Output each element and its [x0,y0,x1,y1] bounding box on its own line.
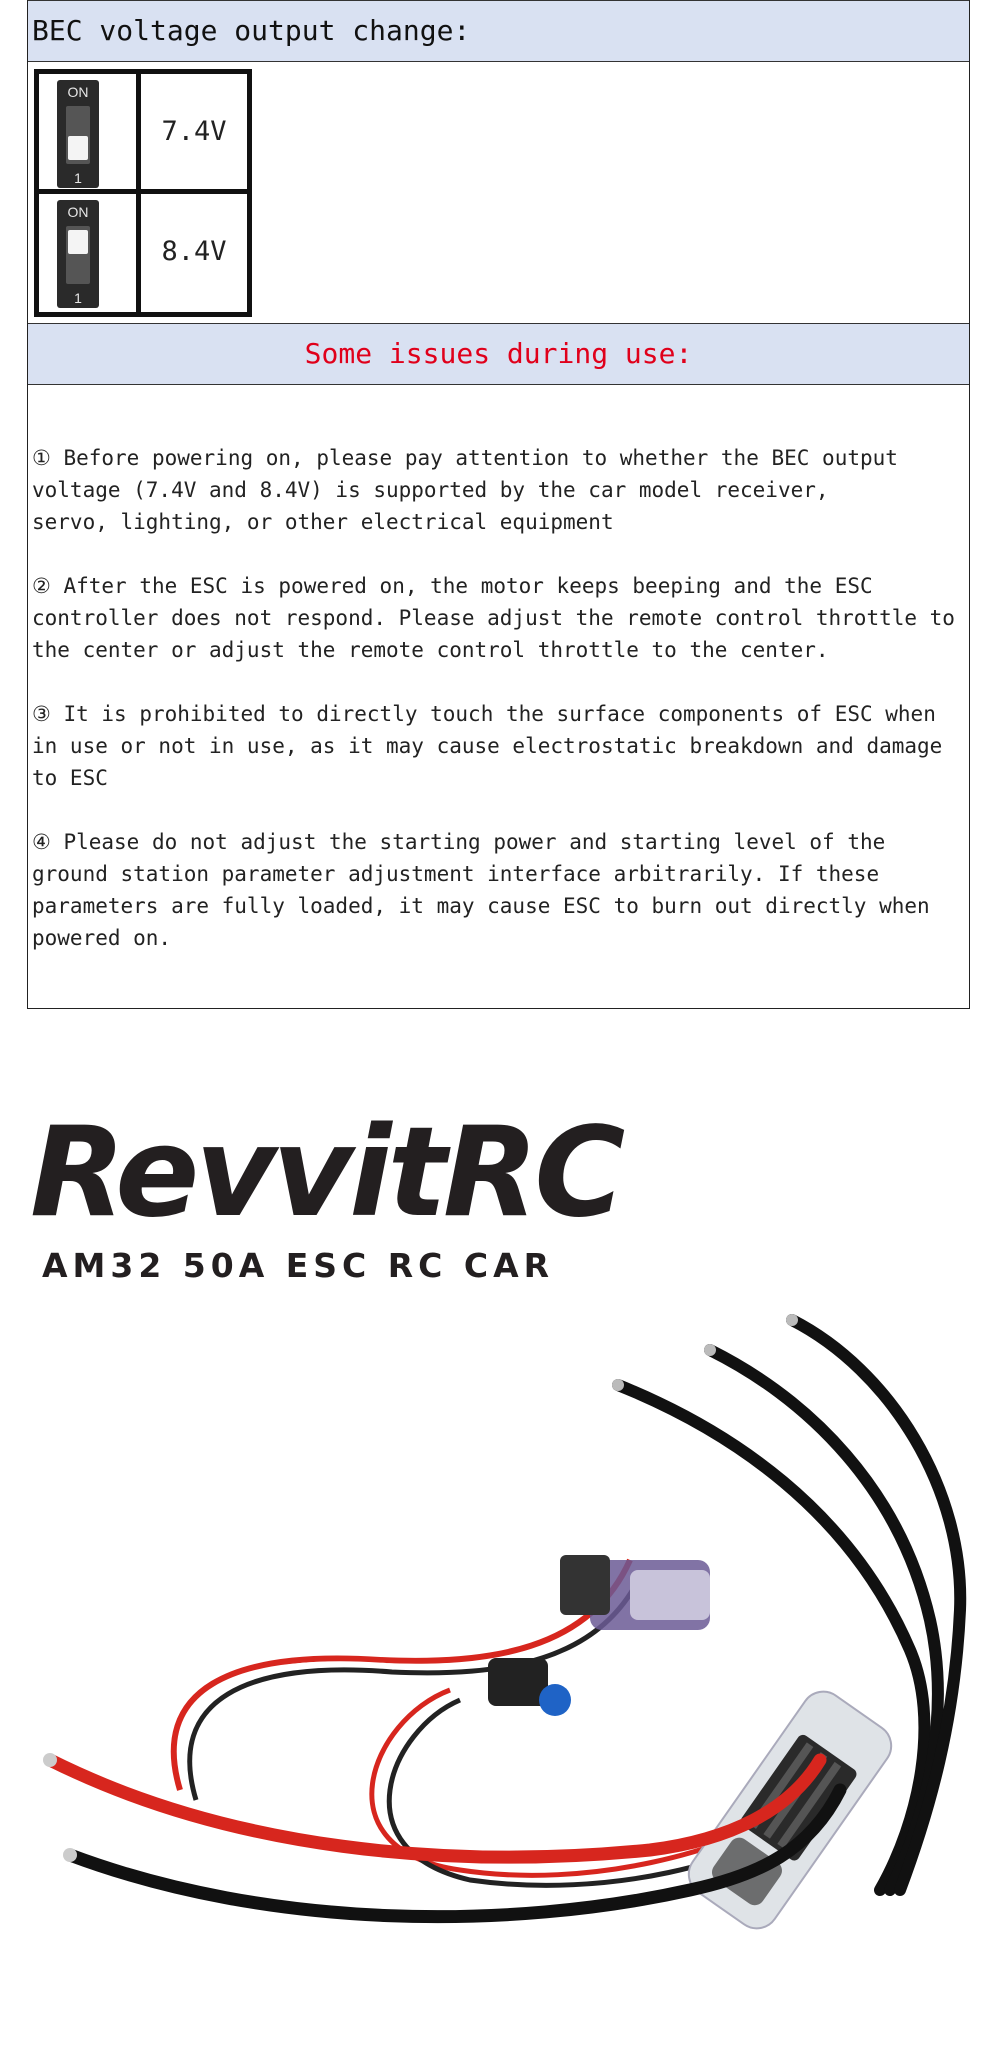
dip-switch-icon [57,200,99,308]
issue-item: ② After the ESC is powered on, the motor keeps beeping and the ESC controller does not respond. Please adjust the remote control throttle to the center or adjust the remote control throttle to the center. [32,574,955,662]
issue-item: ③ It is prohibited to directly touch the surface components of ESC when in use or not in use, as it may cause electrostatic breakdown and damage to ESC [32,702,943,790]
dip-switch-knob [68,136,88,160]
esc-product-photo [30,1290,980,2054]
dip-switch-icon [57,80,99,188]
issue-item: ① Before powering on, please pay attention to whether the BEC output voltage (7.4V and 8.4V) is supported by the car model receiver, servo, lighting, or other electrical equipment [32,446,898,534]
revvitrc-logo-icon [30,1105,670,1285]
esc-illustration-icon [30,1290,980,2050]
issues-list [32,442,967,986]
voltage-cell [136,69,252,194]
logo-tagline: AM32 50A ESC RC CAR [42,1246,555,1285]
switch-on-label: ON [67,204,89,220]
voltage-cell [136,189,252,317]
bec-section-title: BEC voltage output change: [32,14,471,47]
issue-item: ④ Please do not adjust the starting power and starting level of the ground station parameter adjustment interface arbitrarily. If these parameters are fully loaded, it may cause ESC to burn out directly when powered on. [32,830,930,950]
voltage-value: 8.4V [161,236,227,267]
switch-number: 1 [74,290,82,306]
dip-switch-knob [68,230,88,254]
bec-switch-table [34,69,252,317]
issues-section-title: Some issues during use: [304,337,693,370]
switch-number: 1 [74,170,82,186]
switch-cell [34,69,141,194]
voltage-value: 7.4V [161,116,227,147]
switch-on-label: ON [67,84,89,100]
brand-logo [30,1105,670,1285]
spec-sheet [27,0,970,1009]
logo-wordmark: RevvitRC [30,1105,622,1245]
bec-section-header [28,0,969,62]
switch-cell [34,189,141,317]
issues-section-header [28,323,969,385]
